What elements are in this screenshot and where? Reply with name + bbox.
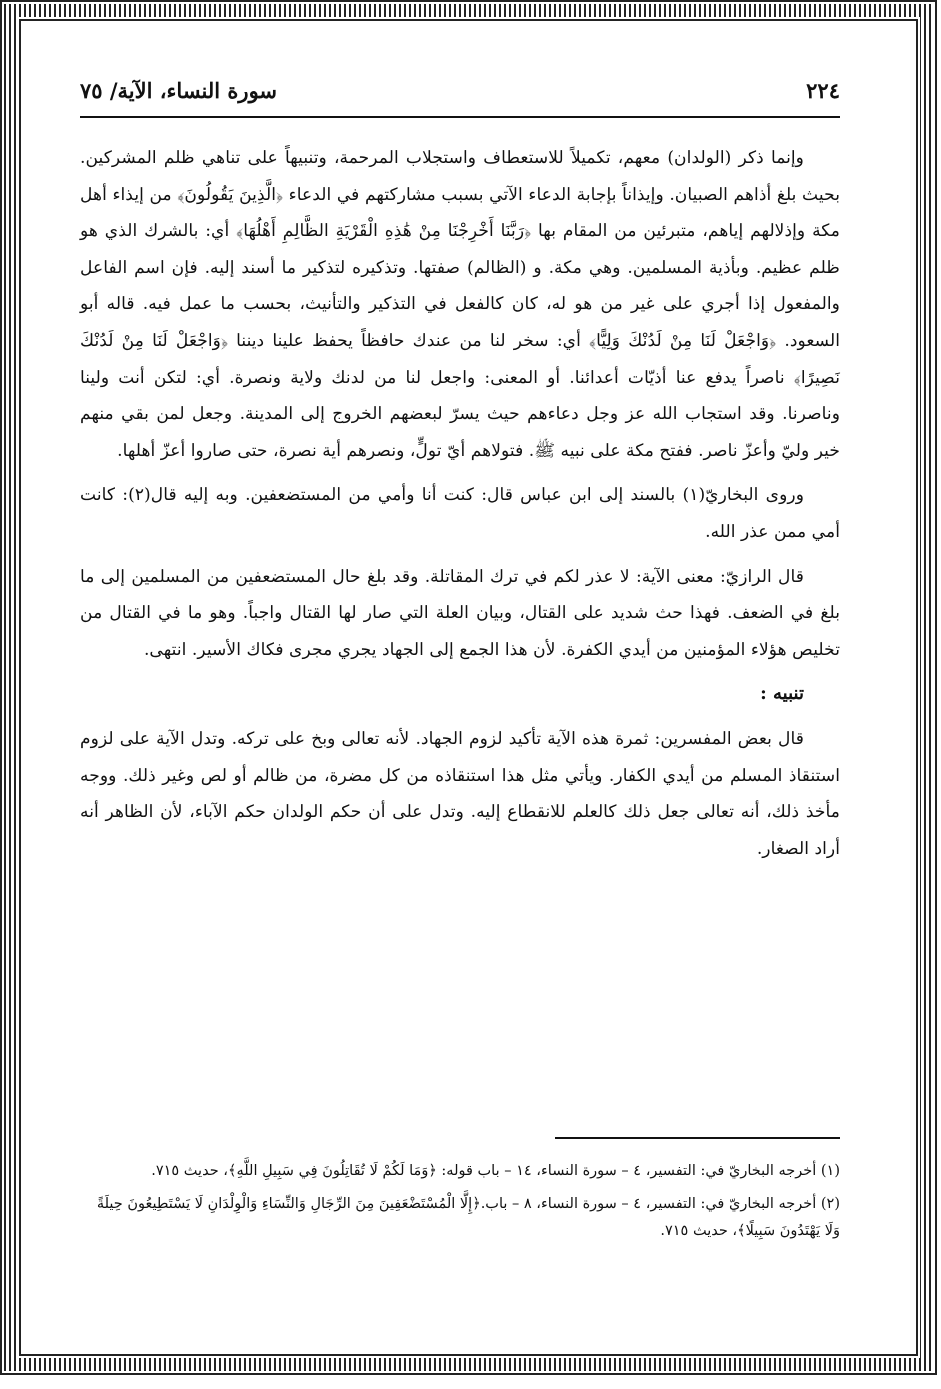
running-title: سورة النساء، الآية/ ٧٥ (80, 77, 278, 103)
page-number: ٢٢٤ (806, 77, 840, 103)
section-heading: تنبيه : (760, 683, 804, 705)
paragraph-3: قال الرازيّ: معنى الآية: لا عذر لكم في ترك المقاتلة. وقد بلغ حال المستضعفين من المسلمين إلى ما بلغ في الضعف. فهذا حث شديد على القتال، وبيان العلة التي صار لها القتال واجباً. وهو ما في القتال من تخليص هؤلاء المؤمنين من أيدي الكفرة. لأن هذا الجمع إلى الجهاد يجري مجرى فكاك الأسير. انتهى. (80, 566, 840, 660)
paragraph-1: وإنما ذكر (الولدان) معهم، تكميلاً للاستعطاف واستجلاب المرحمة، وتنبيهاً على تناهي ظلم المشركين. بحيث بلغ أذاهم الصبيان. وإيذاناً بإجابة الدعاء الآتي بسبب مشاركتهم في الدعاء ﴿الَّذِينَ يَقُولُونَ﴾ من إيذاء أهل مكة وإذلالهم إياهم، متبرئين من المقام بها ﴿رَبَّنَا أَخْرِجْنَا مِنْ هَٰذِهِ الْقَرْيَةِ الظَّالِمِ أَهْلُهَا﴾ أي: بالشرك الذي هو ظلم عظيم. وبأذية المسلمين. وهي مكة. و (الظالم) صفتها. وتذكيره لتذكير ما أسند إليه. فإن اسم الفاعل والمفعول إذا أجري على غير من هو له، كان كالفعل في التذكير والتأنيث، بحسب ما عمل فيه. قاله أبو السعود. ﴿وَاجْعَلْ لَنَا مِنْ لَدُنْكَ وَلِيًّا﴾ أي: سخر لنا من عندك حافظاً يحفظ علينا ديننا ﴿وَاجْعَلْ لَنَا مِنْ لَدُنْكَ نَصِيرًا﴾ ناصراً يدفع عنا أذيّات أعدائنا. أو المعنى: واجعل لنا من لدنك ولاية ونصرة. أي: لتكن أنت ولينا وناصرنا. وقد استجاب الله عز وجل دعاءهم حيث يسرّ لبعضهم الخروج إلى المدينة. وجعل لمن بقي منهم خير وليّ وأعزّ ناصر. ففتح مكة على نبيه ﷺ. فتولاهم أيّ تولٍّ، ونصرهم أية نصرة، حتى صاروا أعزّ أهلها. (80, 148, 840, 461)
page-header (80, 70, 840, 110)
footnote-rule (555, 1137, 840, 1139)
header-rule (80, 116, 840, 118)
footnote-1: (١) أخرجه البخاريّ في: التفسير، ٤ – سورة النساء، ١٤ – باب قوله: ﴿وَمَا لَكُمْ لَا تُقَاتِلُونَ فِي سَبِيلِ اللَّهِ﴾، حديث ٧١٥. (151, 1163, 840, 1179)
footnotes (80, 1158, 840, 1251)
paragraph-4: قال بعض المفسرين: ثمرة هذه الآية تأكيد لزوم الجهاد. لأنه تعالى وبخ على تركه. وتدل الآية على لزوم استنقاذ المسلم من أيدي الكفار. ويأتي مثل هذا استنقاذه من كل مضرة، من ظالم أو لص وغير ذلك. ووجه مأخذ ذلك، أنه تعالى جعل ذلك كالعلم للانقطاع إليه. وتدل على أن حكم الولدان حكم الآباء، لأن الظاهر أنه أراد الصغار. (80, 728, 840, 859)
paragraph-2: وروى البخاريّ(١) بالسند إلى ابن عباس قال: كنت أنا وأمي من المستضعفين. وبه إليه قال(٢): كانت أمي ممن عذر الله. (80, 485, 840, 542)
footnote-2: (٢) أخرجه البخاريّ في: التفسير، ٤ – سورة النساء، ٨ – باب.﴿إِلَّا الْمُسْتَضْعَفِينَ مِنَ الرِّجَالِ وَالنِّسَاءِ وَالْوِلْدَانِ لَا يَسْتَطِيعُونَ حِيلَةً وَلَا يَهْتَدُونَ سَبِيلًا﴾، حديث ٧١٥. (96, 1196, 840, 1239)
main-text (80, 140, 840, 867)
